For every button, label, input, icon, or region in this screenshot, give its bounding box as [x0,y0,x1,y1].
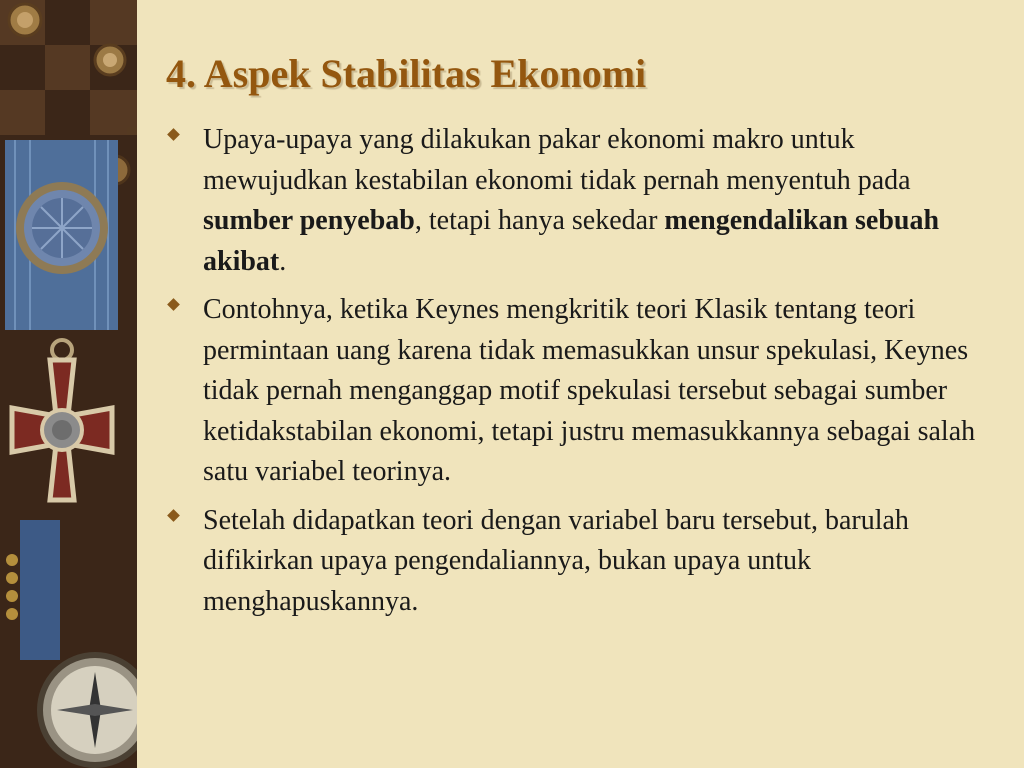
bullet-item [166,290,1001,493]
bullet-text [203,290,1001,493]
bold-text-run: sumber penyebab [203,205,415,236]
bold-text-run: mengendalikan sebuah akibat [203,205,940,277]
diamond-bullet-icon [167,298,180,311]
bullet-text [203,501,1001,623]
text-run: , tetapi hanya sekedar [414,205,665,236]
diamond-bullet-icon [167,128,180,141]
text-run: Upaya-upaya yang dilakukan pakar ekonomi makro untuk mewujudkan kestabilan ekonomi tidak pernah menyentuh pada [203,124,911,196]
diamond-bullet-icon [167,509,180,522]
text-run: Contohnya, ketika Keynes mengkritik teori Klasik tentang teori permintaan uang karena tidak memasukkan unsur spekulasi, Keynes tidak pernah menganggap motif spekulasi tersebut sebagai sumber ketidakstabilan ekonomi, tetapi justru memasukkannya sebagai salah satu variabel teorinya. [203,294,976,487]
text-run: Setelah didapatkan teori dengan variabel baru tersebut, barulah difikirkan upaya pengendaliannya, bukan upaya untuk menghapuskannya. [203,504,909,617]
bullet-text [203,120,1001,282]
text-run: . [279,245,287,277]
medals-and-compass-side-image [0,0,137,768]
bullet-item [166,120,1001,282]
slide-title: 4. Aspek Stabilitas Ekonomi [166,51,647,96]
bullet-item [166,501,1001,623]
bullet-list [166,120,1001,630]
